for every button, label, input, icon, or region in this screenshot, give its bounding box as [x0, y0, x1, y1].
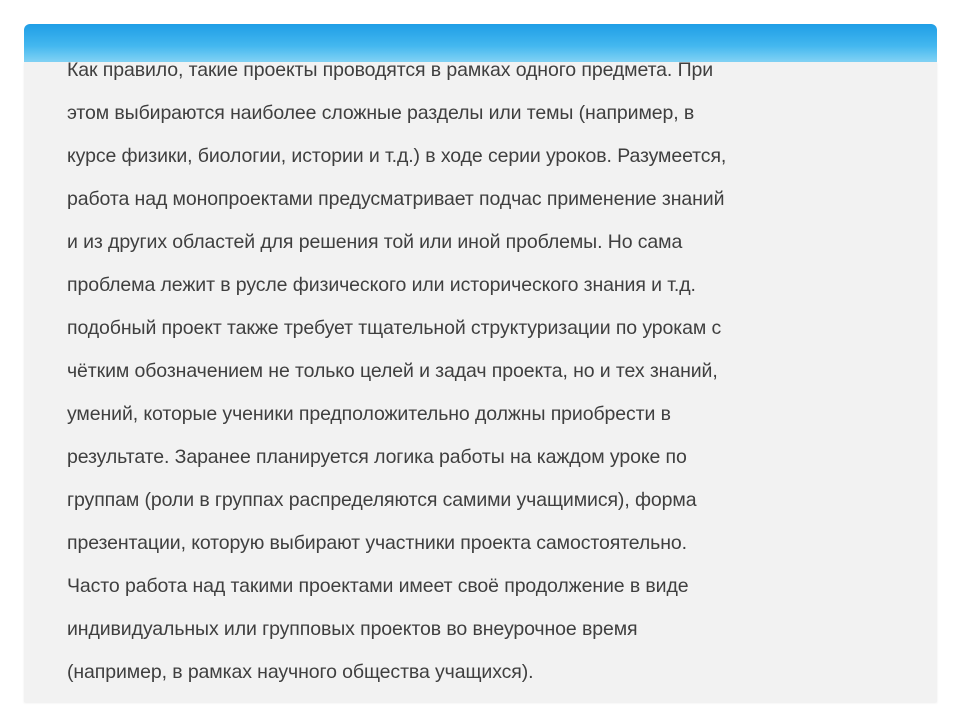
paragraph-line: работа над монопроектами предусматривает подчас применение знаний [67, 188, 725, 210]
paragraph-line: (например, в рамках научного общества учащихся). [67, 661, 534, 683]
paragraph-line: индивидуальных или групповых проектов во внеурочное время [67, 618, 638, 640]
paragraph-line: группам (роли в группах распределяются самими учащимися), форма [67, 489, 697, 511]
paragraph-line: этом выбираются наиболее сложные разделы или темы (например, в [67, 102, 695, 124]
paragraph-line: подобный проект также требует тщательной структуризации по урокам с [67, 317, 722, 339]
paragraph-line: курсе физики, биологии, истории и т.д.) в ходе серии уроков. Разумеется, [67, 145, 727, 167]
paragraph-line: чётким обозначением не только целей и задач проекта, но и тех знаний, [67, 360, 718, 382]
paragraph-line: Часто работа над такими проектами имеет своё продолжение в виде [67, 575, 689, 597]
paragraph-line: результате. Заранее планируется логика работы на каждом уроке по [67, 446, 687, 468]
paragraph-line: умений, которые ученики предположительно должны приобрести в [67, 403, 671, 425]
paragraph-line: проблема лежит в русле физического или исторического знания и т.д. [67, 274, 696, 296]
body-paragraph [67, 49, 927, 694]
paragraph-line: Как правило, такие проекты проводятся в рамках одного предмета. При [67, 59, 714, 81]
paragraph-line: и из других областей для решения той или иной проблемы. Но сама [67, 231, 683, 253]
paragraph-line: презентации, которую выбирают участники проекта самостоятельно. [67, 532, 687, 554]
